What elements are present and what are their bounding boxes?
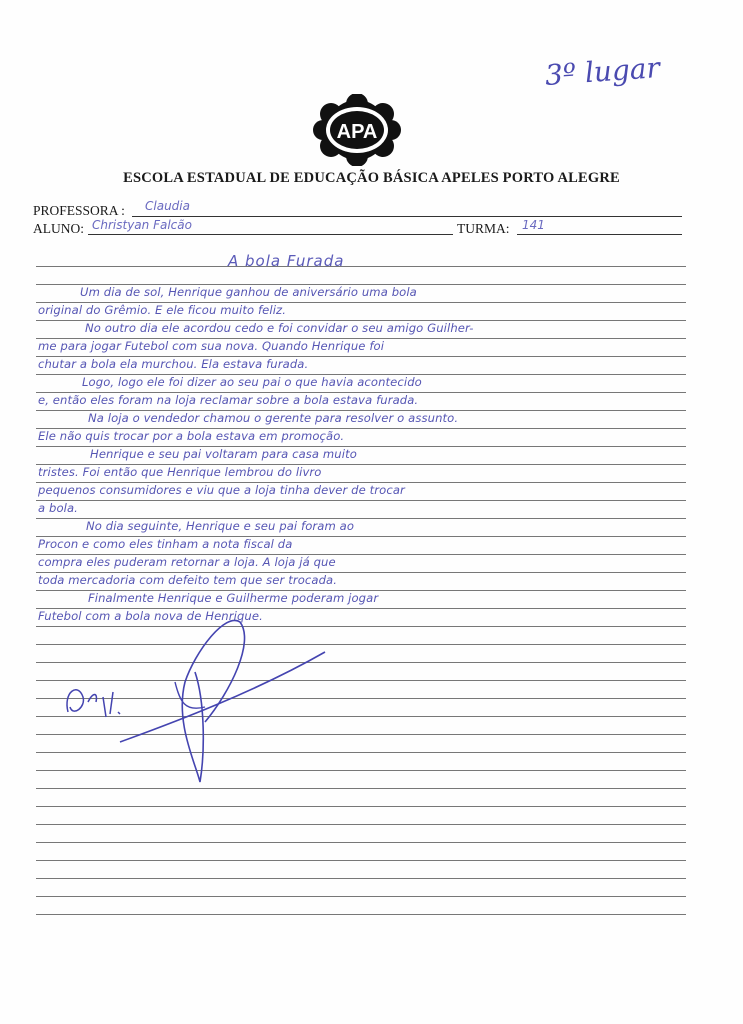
essay-line: original do Grêmio. E ele ficou muito feliz. xyxy=(38,303,287,317)
logo-text: APA xyxy=(336,121,378,143)
essay-line: Futebol com a bola nova de Henrique. xyxy=(38,609,263,623)
essay-line: pequenos consumidores e viu que a loja tinha dever de trocar xyxy=(38,483,405,497)
aluno-label: ALUNO: xyxy=(33,221,84,236)
professora-label: PROFESSORA : xyxy=(33,203,125,218)
essay-line: Ele não quis trocar por a bola estava em promoção. xyxy=(38,429,345,443)
essay-line: me para jogar Futebol com sua nova. Quando Henrique foi xyxy=(38,339,385,353)
essay-line: No dia seguinte, Henrique e seu pai foram ao xyxy=(86,519,355,533)
essay-line: chutar a bola ela murchou. Ela estava furada. xyxy=(38,357,309,371)
essay-line: No outro dia ele acordou cedo e foi convidar o seu amigo Guilher- xyxy=(85,321,474,335)
essay-line: Na loja o vendedor chamou o gerente para resolver o assunto. xyxy=(88,411,459,425)
essay-line: Procon e como eles tinham a nota fiscal da xyxy=(38,537,293,551)
ruled-line xyxy=(36,914,686,915)
essay-line: Logo, logo ele foi dizer ao seu pai o que havia acontecido xyxy=(82,375,422,389)
ruled-line xyxy=(36,266,686,267)
turma-label: TURMA: xyxy=(457,221,510,236)
ruled-line xyxy=(36,878,686,879)
ruled-line xyxy=(36,824,686,825)
aluno-field xyxy=(33,221,84,237)
turma-value: 141 xyxy=(522,218,545,232)
essay-line: Um dia de sol, Henrique ganhou de aniversário uma bola xyxy=(80,285,417,299)
essay-line: Henrique e seu pai voltaram para casa muito xyxy=(90,447,357,461)
ruled-line xyxy=(36,860,686,861)
essay-line: Finalmente Henrique e Guilherme poderam jogar xyxy=(88,591,379,605)
ruled-line xyxy=(36,896,686,897)
essay-title: A bola Furada xyxy=(228,252,345,270)
essay-line: tristes. Foi então que Henrique lembrou do livro xyxy=(38,465,322,479)
turma-line xyxy=(517,234,682,235)
placement-note: 3º lugar xyxy=(543,51,661,92)
ruled-line xyxy=(36,806,686,807)
ruled-line xyxy=(36,842,686,843)
professora-field xyxy=(33,203,125,219)
professora-line xyxy=(132,216,682,217)
aluno-line xyxy=(88,234,453,235)
essay-line: e, então eles foram na loja reclamar sobre a bola estava furada. xyxy=(38,393,419,407)
school-name: ESCOLA ESTADUAL DE EDUCAÇÃO BÁSICA APELES PORTO ALEGRE xyxy=(123,170,620,186)
turma-field xyxy=(457,221,510,237)
essay-line: a bola. xyxy=(38,501,78,515)
school-emblem-icon xyxy=(311,94,403,166)
essay-line: compra eles puderam retornar a loja. A loja já que xyxy=(38,555,336,569)
professora-value: Claudia xyxy=(145,199,190,213)
essay-line: toda mercadoria com defeito tem que ser trocada. xyxy=(38,573,338,587)
aluno-value: Christyan Falcão xyxy=(92,218,192,232)
grade-note-icon xyxy=(58,672,138,732)
